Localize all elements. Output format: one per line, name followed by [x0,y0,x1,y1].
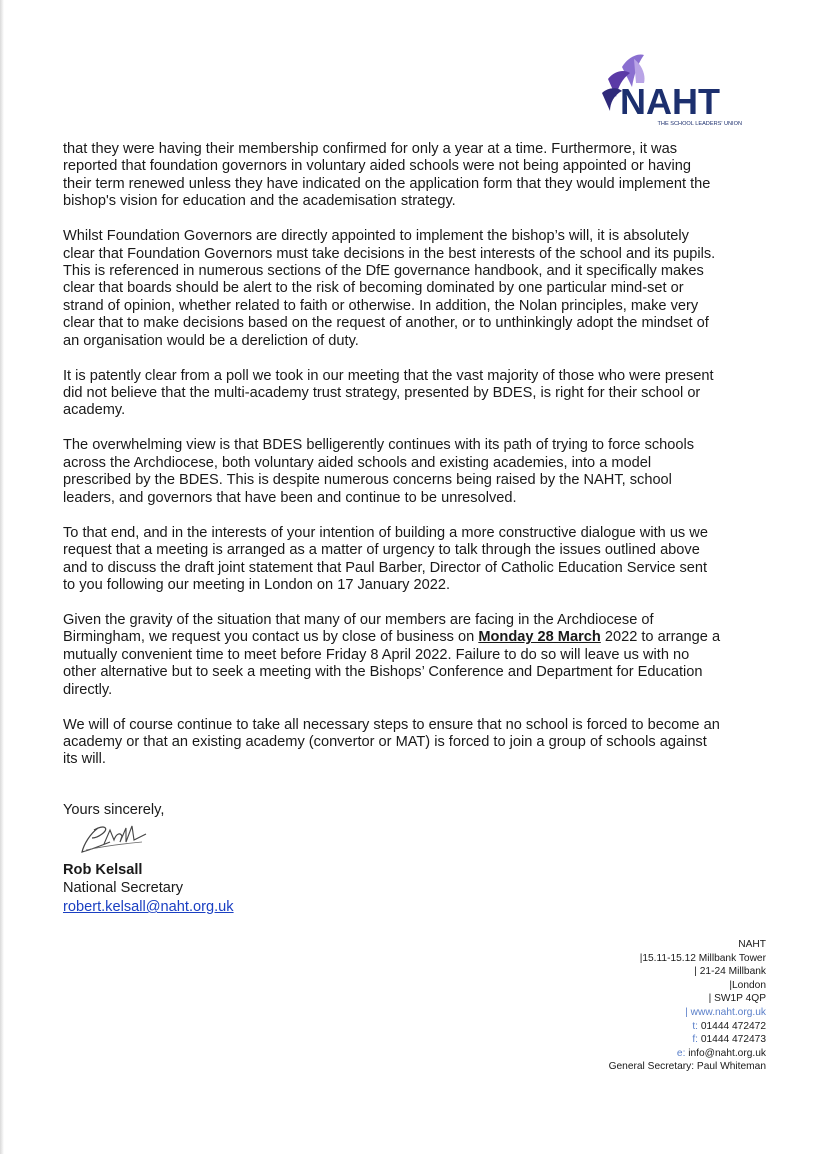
telephone-number: 01444 472472 [698,1020,766,1032]
address-line-2: | 21-24 Millbank [694,966,766,978]
paragraph-meeting-request: To that end, and in the interests of your intention of building a more constructive dialogue with us we request that a meeting is arranged as a matter of urgency to talk through the issues outlined above and to discuss the draft joint statement that Paul Barber, Director of Catholic Education Service sent to you following our meeting in London on 17 January 2022. [63,524,708,593]
page-edge-shadow [0,0,4,1154]
fax-label: f: [692,1034,698,1046]
signature-icon [80,820,150,858]
telephone-label: t: [692,1020,698,1032]
paragraph-deadline [63,612,723,699]
address-fax [609,1033,766,1047]
signatory-title: National Secretary [63,880,184,896]
paragraph-overwhelming-view: The overwhelming view is that BDES belligerently continues with its path of trying to force schools across the Archdiocese, both voluntary aided schools and existing academies, into a model prescribed by the BDES. This is despite numerous concerns being raised by the NAHT, school leaders, and governors that have been and continue to be unresolved. [63,437,695,506]
fax-number: 01444 472473 [698,1034,766,1046]
naht-logo [598,53,750,129]
closing-salutation: Yours sincerely, [63,802,165,818]
handwritten-signature [80,820,150,863]
address-website-link[interactable]: | www.naht.org.uk [685,1006,766,1018]
signatory-email-link[interactable]: robert.kelsall@naht.org.uk [63,899,234,915]
deadline-text-after: 2022 to arrange a mutually convenient time to meet before Friday 8 April 2022. Failure to do so will leave us with no other alternative but to seek a meeting with the Bishops’ Conference and Department for Education directly. [63,629,721,698]
email-address: info@naht.org.uk [685,1047,766,1059]
deadline-text-before: Given the gravity of the situation that many of our members are facing in the Archdiocese of Birmingham, we request you contact us by close of business on [63,611,654,646]
logo-tagline: THE SCHOOL LEADERS' UNION [657,121,742,127]
logo-petal-icon [602,88,622,111]
address-email [609,1047,766,1061]
general-secretary: General Secretary: Paul Whiteman [608,1061,766,1073]
letter-body [63,141,723,786]
logo-wordmark: NAHT [620,81,720,122]
paragraph-membership: that they were having their membership confirmed for only a year at a time. Furthermore, it was reported that foundation governors in voluntary aided schools were not being appointed or having their term renewed unless they have indicated on the application form that they would implement the bishop's vision for education and the academisation strategy. [63,141,711,210]
address-line-3: |London [729,979,766,991]
address-line-1: |15.11-15.12 Millbank Tower [639,952,766,964]
address-telephone [609,1020,766,1034]
signatory-name: Rob Kelsall [63,862,143,878]
deadline-date: Monday 28 March [478,629,601,646]
address-org: NAHT [738,939,766,950]
paragraph-final: We will of course continue to take all necessary steps to ensure that no school is forced to become an academy or that an existing academy (convertor or MAT) is forced to join a group of schools against its will. [63,716,720,768]
naht-logo-graphic [598,53,750,129]
address-line-4: | SW1P 4QP [708,993,766,1005]
email-label: e: [676,1047,686,1059]
paragraph-poll: It is patently clear from a poll we took in our meeting that the vast majority of those who were present did not believe that the multi-academy trust strategy, presented by BDES, is right for their school or academy. [63,367,714,419]
paragraph-foundation-governors: Whilst Foundation Governors are directly appointed to implement the bishop’s will, it is absolutely clear that Foundation Governors must take decisions in the best interests of the school and its pupils. This is referenced in numerous sections of the DfE governance handbook, and it specifically makes clear that boards should be alert to the risk of becoming dominated by one particular mind-set or strand of opinion, whether related to faith or otherwise. In addition, the Nolan principles, make very clear that to make decisions based on the request of another, or to unthinkingly adopt the mindset of an organisation would be a dereliction of duty. [63,228,716,349]
footer-address-block [609,938,766,1074]
